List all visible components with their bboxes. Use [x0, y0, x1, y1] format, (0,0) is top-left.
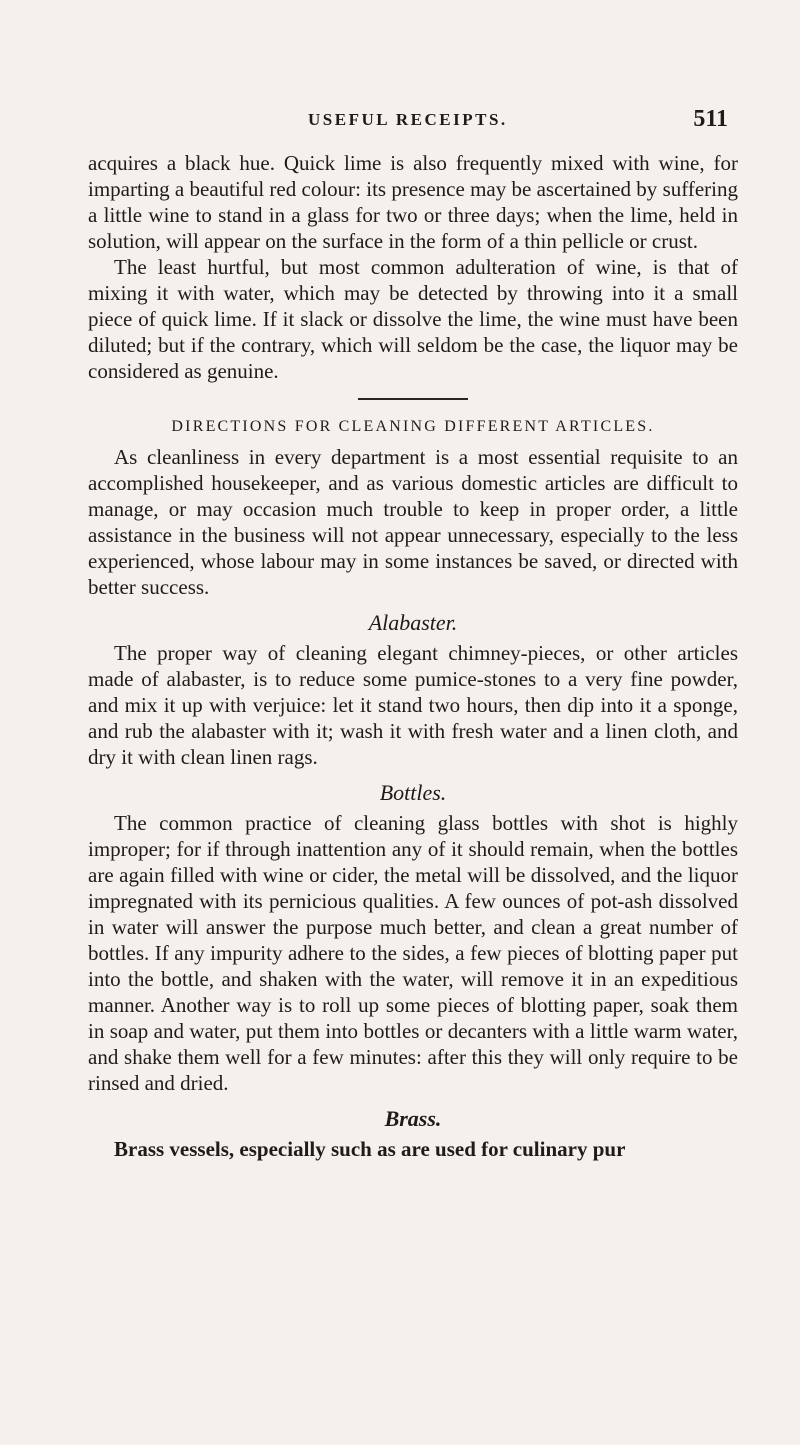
brass-heading: Brass. — [384, 1106, 442, 1131]
bottles-text: The common practice of cleaning glass bottles with shot is highly improper; for if through inattention any of it should remain, when the bottles are again filled with wine or cider, the metal will be dissolved, and the liquor impregnated with its pernicious qualities. A few ounces of pot-ash dissolved in water will answer the purpose much better, and clean a great number of bottles. If any impurity adhere to the sides, a few pieces of blotting paper put into the bottle, and shaken with the water, will remove it in an expeditious manner. Another way is to roll up some pieces of blotting paper, soak them in soap and water, put them into bottles or decanters with a little warm water, and shake them well for a few minutes: after this they will only require to be rinsed and dried. — [88, 811, 738, 1095]
page-header — [88, 106, 728, 140]
running-head: USEFUL RECEIPTS. — [308, 110, 508, 129]
alabaster-heading: Alabaster. — [368, 610, 458, 635]
paragraph-wine-lime: acquires a black hue. Quick lime is also frequently mixed with wine, for imparting a beautiful red colour: its presence may be ascertained by suffering a little wine to stand in a glass for two or three days; when the lime, held in solution, will appear on the surface in the form of a thin pellicle or crust. — [88, 151, 738, 253]
alabaster-text: The proper way of cleaning elegant chimney-pieces, or other articles made of alabaster, is to reduce some pumice-stones to a very fine powder, and mix it up with verjuice: let it stand two hours, then dip into it a sponge, and rub the alabaster with it; wash it with fresh water and a linen cloth, and dry it with clean linen rags. — [88, 641, 738, 769]
section-heading: DIRECTIONS FOR CLEANING DIFFERENT ARTICLES. — [171, 418, 655, 435]
bottles-heading: Bottles. — [379, 780, 447, 805]
paragraph-wine-water: The least hurtful, but most common adulteration of wine, is that of mixing it with water, which may be detected by throwing into it a small piece of quick lime. If it slack or dissolve the lime, the wine must have been diluted; but if the contrary, which will seldom be the case, the liquor may be considered as genuine. — [88, 255, 738, 383]
section-intro: As cleanliness in every department is a most essential requisite to an accomplished housekeeper, and as various domestic articles are difficult to manage, or may occasion much trouble to keep in proper order, a little assistance in the business will not appear unnecessary, especially to the less experienced, whose labour may in some instances be saved, or directed with better success. — [88, 445, 738, 599]
section-divider — [358, 398, 468, 400]
page-number: 511 — [693, 106, 728, 132]
page-body — [88, 150, 738, 1162]
brass-text: Brass vessels, especially such as are used for culinary pur — [114, 1137, 626, 1161]
